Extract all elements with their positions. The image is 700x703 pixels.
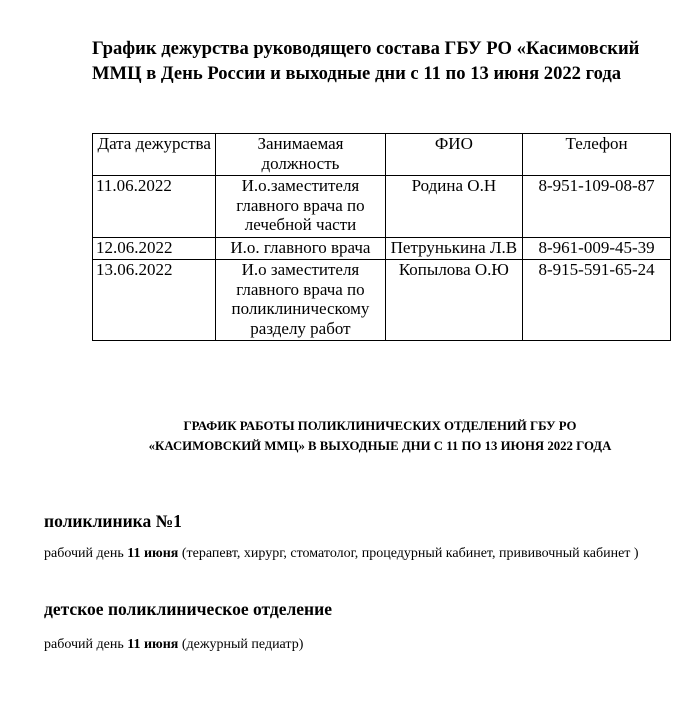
document-title <box>92 36 682 86</box>
workday-details: (терапевт, хирург, стоматолог, процедурный кабинет, прививочный кабинет ) <box>178 546 639 561</box>
cell-name: Петрунькина Л.В <box>385 237 523 260</box>
section-heading-children-department: детское поликлиническое отделение <box>44 599 332 619</box>
section-text-children-department <box>44 634 674 655</box>
title-line-2: ММЦ в День России и выходные дни с 11 по 13 июня 2022 года <box>92 63 622 84</box>
header-position: Занимаемая должность <box>216 134 385 176</box>
section-heading-polyclinic-1: поликлиника №1 <box>44 511 182 531</box>
workday-date: 11 июня <box>127 546 179 561</box>
cell-name: Копылова О.Ю <box>385 260 523 341</box>
table-row <box>93 260 671 341</box>
cell-date: 13.06.2022 <box>93 260 216 341</box>
subtitle-line-1: ГРАФИК РАБОТЫ ПОЛИКЛИНИЧЕСКИХ ОТДЕЛЕНИЙ ГБУ РО <box>183 419 577 433</box>
cell-position: И.о.заместителя главного врача по лечебной части <box>216 176 385 238</box>
cell-phone: 8-915-591-65-24 <box>523 260 671 341</box>
workday-date: 11 июня <box>127 637 179 652</box>
workday-details: (дежурный педиатр) <box>178 637 304 652</box>
cell-position: И.о. главного врача <box>216 237 385 260</box>
header-date: Дата дежурства <box>93 134 216 176</box>
header-name: ФИО <box>385 134 523 176</box>
table-row <box>93 176 671 238</box>
title-line-1: График дежурства руководящего состава ГБУ РО «Касимовский <box>92 38 640 59</box>
section-text-polyclinic-1 <box>44 543 674 564</box>
cell-name: Родина О.Н <box>385 176 523 238</box>
cell-phone: 8-951-109-08-87 <box>523 176 671 238</box>
subtitle-line-2: «КАСИМОВСКИЙ ММЦ» В ВЫХОДНЫЕ ДНИ С 11 ПО 13 ИЮНЯ 2022 ГОДА <box>148 439 612 453</box>
duty-schedule-table <box>92 133 671 341</box>
cell-date: 11.06.2022 <box>93 176 216 238</box>
cell-position: И.о заместителя главного врача по поликлиническому разделу работ <box>216 260 385 341</box>
table-header-row <box>93 134 671 176</box>
clinic-schedule-title <box>80 416 680 456</box>
cell-phone: 8-961-009-45-39 <box>523 237 671 260</box>
workday-label: рабочий день <box>44 546 128 561</box>
workday-label: рабочий день <box>44 637 128 652</box>
table-row <box>93 237 671 260</box>
cell-date: 12.06.2022 <box>93 237 216 260</box>
header-phone: Телефон <box>523 134 671 176</box>
